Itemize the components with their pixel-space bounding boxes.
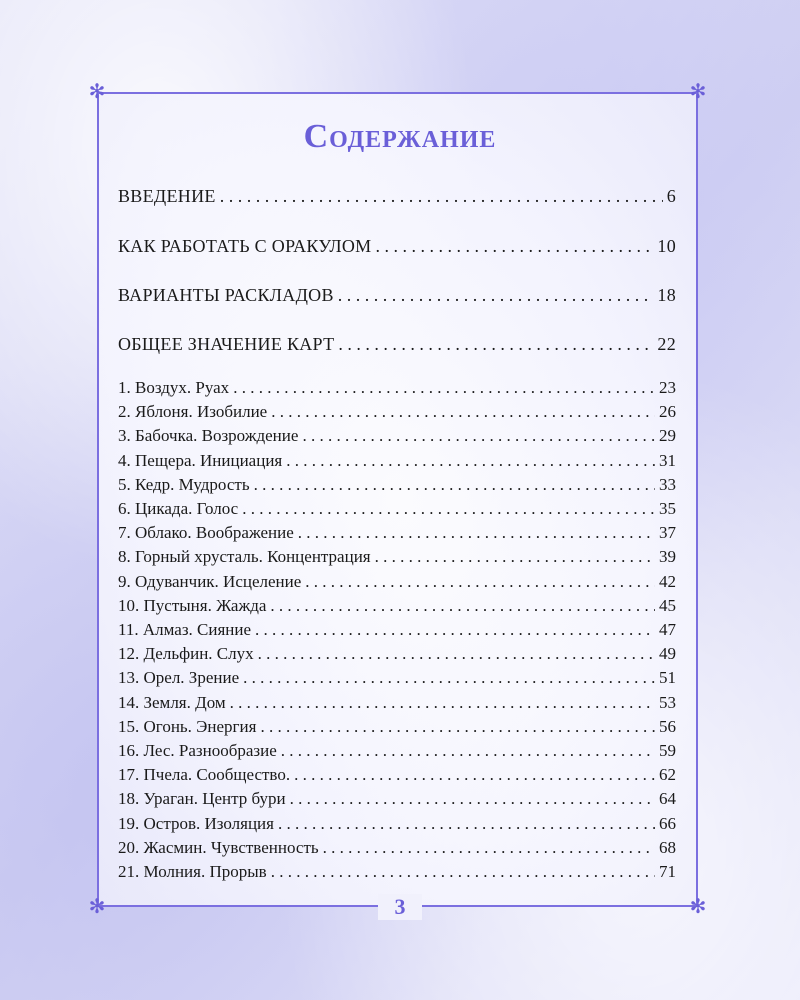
dot-leader (254, 475, 655, 495)
dot-leader (220, 186, 663, 207)
toc-entry-title: КАК РАБОТАТЬ С ОРАКУЛОМ (118, 236, 372, 256)
toc-entry-title: 14. Земля. Дом (118, 692, 226, 712)
toc-entry-page: 68 (659, 837, 676, 857)
dot-leader (270, 596, 655, 616)
dot-leader (338, 285, 654, 306)
toc-card-entry[interactable] (118, 644, 676, 664)
toc-entry-page: 22 (657, 334, 676, 354)
dot-leader (302, 426, 655, 446)
toc-card-entry[interactable] (118, 862, 676, 882)
toc-entry-page: 10 (657, 236, 676, 256)
page-number: 3 (378, 894, 422, 920)
toc-section-entry[interactable] (118, 236, 676, 257)
toc-card-entry[interactable] (118, 620, 676, 640)
dot-leader (258, 644, 655, 664)
dot-leader (260, 717, 655, 737)
snowflake-ornament-icon: ✻ (88, 81, 106, 103)
toc-section-entry[interactable] (118, 334, 676, 355)
toc-card-entry[interactable] (118, 741, 676, 761)
toc-entry-page: 71 (659, 862, 676, 881)
toc-entry-title: 17. Пчела. Сообщество. (118, 765, 291, 785)
toc-entry-title: 19. Остров. Изоляция (118, 813, 274, 833)
toc-entry-title: 21. Молния. Прорыв (118, 862, 267, 881)
dot-leader (281, 741, 655, 761)
dot-leader (294, 765, 655, 785)
toc-entry-page: 18 (657, 285, 676, 305)
toc-entry-title: 9. Одуванчик. Исцеление (118, 571, 302, 591)
toc-card-entry[interactable] (118, 523, 676, 543)
toc-entry-page: 26 (659, 402, 676, 422)
dot-leader (271, 862, 655, 882)
dot-leader (278, 814, 655, 834)
toc-card-entry[interactable] (118, 475, 676, 495)
dot-leader (233, 378, 655, 398)
toc-entry-page: 59 (659, 741, 676, 760)
toc-entry-title: 13. Орел. Зрение (118, 668, 240, 688)
toc-card-entry[interactable] (118, 814, 676, 834)
toc-entry-title: 11. Алмаз. Сияние (118, 620, 252, 639)
toc-entry-title: ОБЩЕЕ ЗНАЧЕНИЕ КАРТ (118, 334, 335, 354)
toc-entry-title: 4. Пещера. Инициация (118, 450, 283, 470)
toc-entry-page: 56 (659, 716, 676, 736)
dot-leader (243, 668, 655, 688)
toc-card-entry[interactable] (118, 572, 676, 592)
snowflake-ornament-icon: ✻ (689, 81, 707, 103)
toc-card-entry[interactable] (118, 693, 676, 713)
toc-entry-title: 12. Дельфин. Слух (118, 644, 254, 664)
toc-entry-title: 1. Воздух. Руах (118, 378, 230, 397)
toc-entry-page: 66 (659, 813, 676, 833)
toc-entry-page: 29 (659, 426, 676, 446)
toc-card-entry[interactable] (118, 451, 676, 471)
toc-entry-page: 31 (659, 450, 676, 470)
dot-leader (323, 838, 655, 858)
toc-card-entry[interactable] (118, 717, 676, 737)
dot-leader (286, 451, 655, 471)
page-title: Содержание (303, 118, 497, 155)
dot-leader (375, 547, 655, 567)
dot-leader (298, 523, 655, 543)
toc-entry-title: ВВЕДЕНИЕ (118, 186, 216, 206)
toc-entry-page: 64 (659, 789, 676, 809)
toc-entry-title: ВАРИАНТЫ РАСКЛАДОВ (118, 285, 334, 305)
dot-leader (375, 236, 653, 257)
toc-entry-page: 62 (659, 765, 676, 785)
toc-entry-page: 23 (659, 378, 676, 397)
dot-leader (242, 499, 655, 519)
toc-entry-page: 37 (659, 523, 676, 543)
toc-card-entry[interactable] (118, 499, 676, 519)
toc-entry-page: 47 (659, 620, 676, 639)
toc-entry-page: 6 (666, 186, 676, 206)
dot-leader (230, 693, 655, 713)
toc-entry-title: 15. Огонь. Энергия (118, 716, 257, 736)
toc-card-entry[interactable] (118, 378, 676, 398)
toc-entry-title: 16. Лес. Разнообразие (118, 741, 277, 760)
toc-entry-title: 3. Бабочка. Возрождение (118, 426, 299, 446)
snowflake-ornament-icon: ✻ (88, 896, 106, 918)
toc-card-entry[interactable] (118, 547, 676, 567)
dot-leader (290, 789, 655, 809)
toc-section-entry[interactable] (118, 186, 676, 207)
toc-card-entry[interactable] (118, 668, 676, 688)
toc-entry-title: 18. Ураган. Центр бури (118, 789, 286, 809)
toc-entry-page: 51 (659, 668, 676, 688)
toc-card-entry[interactable] (118, 789, 676, 809)
toc-entry-page: 45 (659, 595, 676, 615)
toc-entry-title: 2. Яблоня. Изобилие (118, 402, 268, 422)
toc-entry-title: 10. Пустыня. Жажда (118, 595, 267, 615)
toc-entry-page: 53 (659, 692, 676, 712)
toc-card-entry[interactable] (118, 402, 676, 422)
dot-leader (338, 334, 653, 355)
toc-entry-page: 33 (659, 474, 676, 494)
toc-card-entry[interactable] (118, 426, 676, 446)
toc-entry-title: 5. Кедр. Мудрость (118, 474, 250, 494)
toc-section-entry[interactable] (118, 285, 676, 306)
toc-card-entry[interactable] (118, 838, 676, 858)
toc-entry-title: 20. Жасмин. Чувственность (118, 837, 319, 857)
toc-entry-page: 35 (659, 499, 676, 518)
dot-leader (271, 402, 655, 422)
toc-card-entry[interactable] (118, 765, 676, 785)
toc-entry-page: 39 (659, 547, 676, 567)
dot-leader (255, 620, 655, 640)
toc-entry-page: 42 (659, 571, 676, 591)
toc-entry-page: 49 (659, 644, 676, 664)
snowflake-ornament-icon: ✻ (689, 896, 707, 918)
toc-entry-title: 7. Облако. Воображение (118, 523, 294, 543)
toc-entry-title: 6. Цикада. Голос (118, 499, 239, 518)
toc-entry-title: 8. Горный хрусталь. Концентрация (118, 547, 371, 567)
dot-leader (305, 572, 655, 592)
toc-card-entry[interactable] (118, 596, 676, 616)
